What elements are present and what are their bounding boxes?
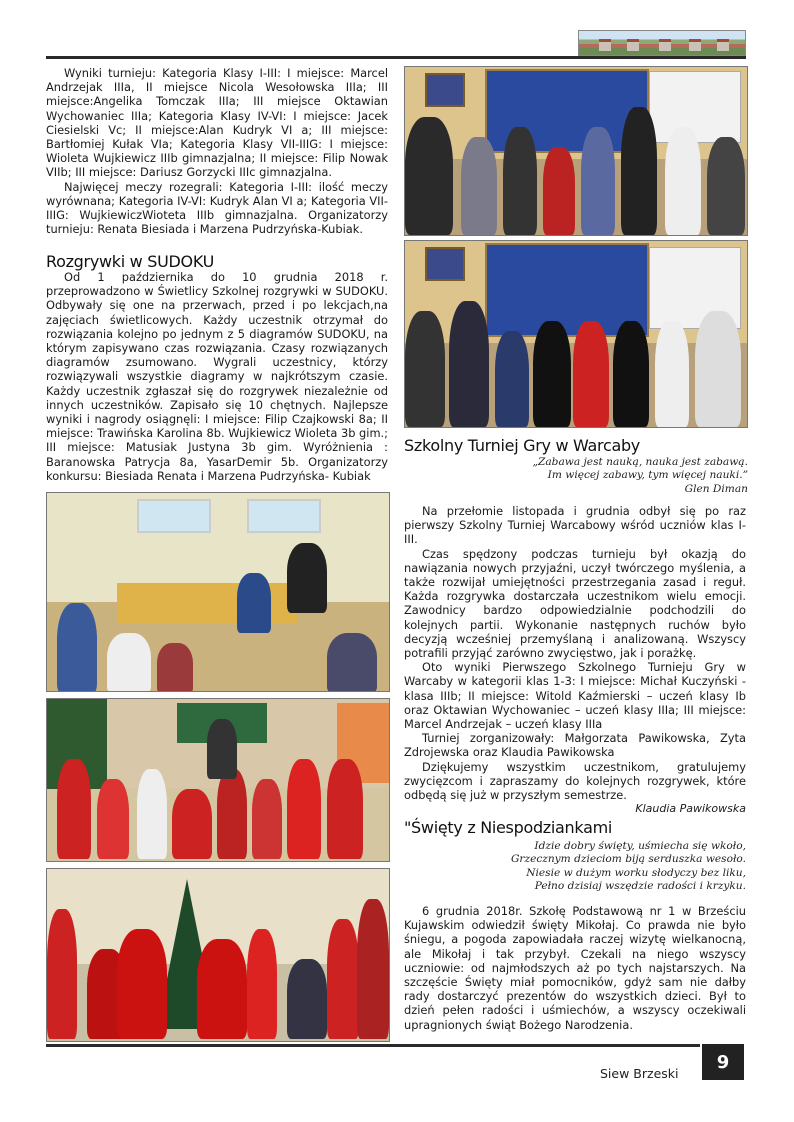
mikolaj-article (404, 904, 746, 1032)
sudoku-title: Rozgrywki w SUDOKU (46, 252, 214, 271)
poem-line-4: Pełno dzisiaj wszędzie radości i krzyku. (534, 880, 746, 893)
photo-santa-classroom-1 (46, 698, 390, 862)
footer-rule (46, 1044, 700, 1047)
warcaby-paragraph-4: Turniej zorganizowały: Małgorzata Pawikowska, Zyta Zdrojewska oraz Klaudia Pawikowska (404, 731, 746, 760)
sudoku-article (46, 270, 388, 483)
poem-line-2: Grzecznym dzieciom biją serduszka wesoło. (510, 853, 746, 866)
warcaby-paragraph-5: Dziękujemy wszystkim uczestnikom, gratulujemy zwycięzcom i zapraszamy do kolejnych rozgrywek, które odbędą się już w przyszłym semestrze. (404, 759, 746, 803)
warcaby-paragraph-3: Oto wyniki Pierwszego Szkolnego Turnieju Gry w Warcaby w kategorii klas 1-3: I miejsce: Michał Kuczyński - klasa IIIb; II miejsce: Witold Kaźmierski – uczeń klasy Ib oraz Oktawian Wychowaniec – uczeń klasy IIIa; III miejsce: Marcel Andrzejak – uczeń klasy IIIa (404, 660, 746, 732)
warcaby-paragraph-2: Czas spędzony podczas turnieju był okazją do nawiązania nowych przyjaźni, uczył twórczego myślenia, a także rozwijał umiejętności przestrzegania zasad i reguł. Każda rozgrywka dostarczała uczestnikom wielu emocji. Zawodnicy bardzo odpowiedzialnie podchodzili do kolejnych partii. Wykonanie następnych ruchów było decyzją wcześniej przemyślaną i analizowaną. Wszyscy potrafili przyjąć zarówno zwycięstwo, jak i porażkę. (404, 546, 746, 661)
warcaby-quote (470, 456, 748, 496)
mikolaj-poem (440, 840, 746, 894)
mikolaj-body: 6 grudnia 2018r. Szkołę Podstawową nr 1 w Brześciu Kujawskim odwiedził święty Mikołaj. Co prawda nie było śniegu, a pogoda zapowiadała raczej wizytę wielkanocną, ale Mikołaj i tak przybył. Czekali na niego wszyscy uczniowie: od najmłodszych aż po tych najstarszych. Na szczęście Święty miał pomocników, gdyż sam nie dałby rady dostarczyć prezentów do wszystkich dzieci. Był to dzień pełen radości i uśmiechów, a wszyscy oczekiwali upragnionych świąt Bożego Narodzenia. (404, 904, 746, 1032)
results-paragraph-2: Najwięcej meczy rozegrali: Kategoria I-III: ilość meczy wyrównana; Kategoria IV-VI: Kudryk Alan VI a; Kategoria VII-IIIG: WujkiewiczWioteta IIIb gimnazjalna. Organizatorzy turnieju: Renata Biesiada i Marzena Pudrzyńska-Kubiak. (46, 179, 388, 237)
page-number: 9 (702, 1044, 744, 1080)
results-paragraph-1: Wyniki turnieju: Kategoria Klasy I-III: I miejsce: Marcel Andrzejak IIIa, II miejsce Nicola Wesołowska IIIa; III miejsce:Angelika Tomczak IIIa; III miejsce Oktawian Wychowaniec IIIa; Kategoria Klasy IV-VI: I miejsce: Jacek Ciesielski Vc; II miejsce:Alan Kudryk VI a; III miejsce: Bartłomiej Kułak VIa; Kategoria Klasy VII-IIIG: I miejsce: Wioleta Wujkiewicz IIIb gimnazjalna; II miejsce: Filip Nowak VIIb; III miejsce: Dariusz Gorzycki IIIc gimnazjalna. (46, 66, 388, 180)
magazine-name: Siew Brzeski (600, 1066, 679, 1081)
warcaby-paragraph-1: Na przełomie listopada i grudnia odbył się po raz pierwszy Szkolny Turniej Warcabowy wśród uczniów klas I-III. (404, 504, 746, 547)
header-landscape-photo (578, 30, 746, 56)
poem-line-3: Niesie w dużym worku słodyczy bez liku, (526, 866, 746, 879)
photo-checkers-group-1 (404, 66, 748, 236)
tournament-results (46, 66, 388, 238)
mikolaj-title: "Święty z Niespodziankami (404, 818, 613, 837)
quote-line-2: Im więcej zabawy, tym więcej nauki.” (547, 469, 748, 482)
warcaby-signature: Klaudia Pawikowska (635, 802, 746, 816)
poem-line-1: Idzie dobry święty, uśmiecha się wkoło, (534, 840, 746, 852)
sudoku-body: Od 1 października do 10 grudnia 2018 r. przeprowadzono w Świetlicy Szkolnej rozgrywki w SUDOKU. Odbywały się one na przerwach, przed i po lekcjach,na zajęciach świetlicowych. Każdy uczestnik otrzymał do rozwiązania kolejno po jednym z 5 diagramów SUDOKU, na którym zapisywano czas rozwiązania. Czasy rozwiązanych diagramów zsumowano. Wygrali uczestnicy, którzy rozwiązywali wszystkie diagramy w najkrótszym czasie. Każdy uczestnik zgłaszał się do rozgrywek niezależnie od innych uczestników. Zapisało się 10 chętnych. Najlepsze wyniki i nagrody osiągnęli: I miejsce: Filip Czajkowski 8a; II miejsce: Trawińska Karolina 8b. Wujkiewicz Wioleta 3b gim.; III miejsce: Matusiak Justyna 3b gim. Wyróżnienia : Baranowska Patrycja 8a, YasarDemir 5b. Organizatorzy konkursu: Biesiada Renata i Marzena Pudrzyńska- Kubiak (46, 270, 388, 483)
photo-santa-classroom-2 (46, 868, 390, 1042)
photo-sudoku-classroom (46, 492, 390, 692)
header-rule (46, 56, 746, 59)
warcaby-article (404, 504, 746, 816)
photo-checkers-group-2 (404, 240, 748, 428)
warcaby-title: Szkolny Turniej Gry w Warcaby (404, 436, 640, 455)
quote-author: Glen Diman (684, 482, 748, 495)
quote-line-1: „Zabawa jest nauką, nauka jest zabawą. (532, 456, 748, 468)
